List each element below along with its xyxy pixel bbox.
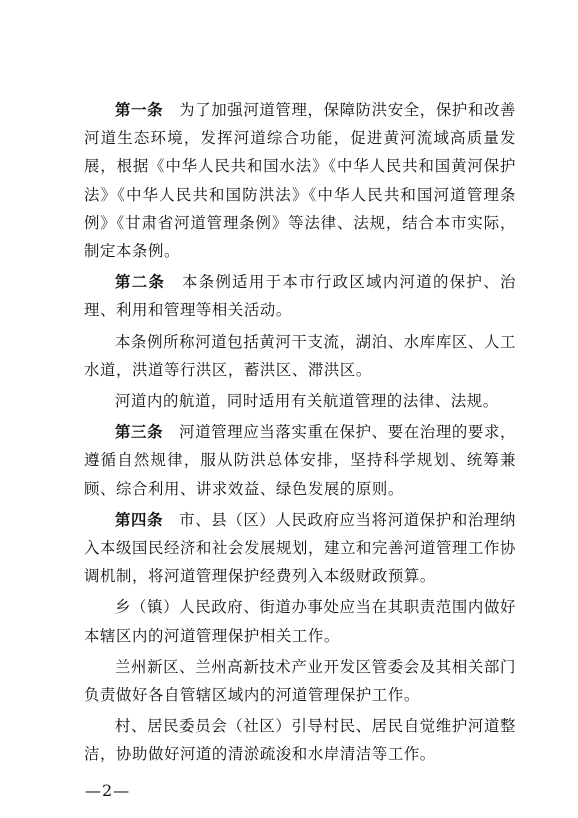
paragraph-township bbox=[84, 593, 516, 649]
paragraph-article-2 bbox=[84, 268, 516, 324]
article-label: 第四条 bbox=[115, 510, 164, 529]
paragraph-village-committee bbox=[84, 712, 516, 768]
article-label: 第三条 bbox=[115, 423, 164, 442]
page-number: —2— bbox=[85, 781, 131, 800]
paragraph-text: 乡（镇）人民政府、街道办事处应当在其职责范围内做好本辖区内的河道管理保护相关工作。 bbox=[84, 598, 516, 645]
paragraph-text: 市、县（区）人民政府应当将河道保护和治理纳入本级国民经济和社会发展规划，建立和完善河道管理工作协调机制，将河道管理保护经费列入本级财政预算。 bbox=[84, 510, 516, 586]
paragraph-text: 兰州新区、兰州高新技术产业开发区管委会及其相关部门负责做好各自管辖区域内的河道管理保护工作。 bbox=[84, 657, 516, 705]
paragraph-river-definition bbox=[84, 328, 516, 384]
paragraph-article-4 bbox=[84, 506, 516, 591]
paragraph-text: 村、居民委员会（社区）引导村民、居民自觉维护河道整洁，协助做好河道的清淤疏浚和水岸清洁等工作。 bbox=[84, 717, 516, 764]
article-label: 第二条 bbox=[115, 273, 166, 292]
paragraph-new-district bbox=[84, 653, 516, 709]
paragraph-article-1 bbox=[84, 96, 516, 265]
paragraph-text: 河道内的航道，同时适用有关航道管理的法律、法规。 bbox=[115, 392, 499, 411]
paragraph-text: 为了加强河道管理，保障防洪安全，保护和改善河道生态环境，发挥河道综合功能，促进黄河流域高质量发展，根据《中华人民共和国水法》《中华人民共和国黄河保护法》《中华人民共和国防洪法》《中华人民共和国河道管理条例》《甘肃省河道管理条例》等法律、法规，结合本市实际，制定本条例。 bbox=[84, 101, 516, 261]
paragraph-text: 河道管理应当落实重在保护、要在治理的要求，遵循自然规律，服从防洪总体安排，坚持科学规划、统筹兼顾、综合利用、讲求效益、绿色发展的原则。 bbox=[84, 423, 516, 498]
paragraph-text: 本条例所称河道包括黄河干支流，湖泊、水库库区、人工水道，洪道等行洪区，蓄洪区、滞洪区。 bbox=[84, 332, 516, 379]
paragraph-article-3 bbox=[84, 418, 516, 503]
paragraph-waterway bbox=[84, 387, 516, 415]
article-label: 第一条 bbox=[115, 101, 164, 119]
document-body bbox=[84, 96, 516, 772]
paragraph-text: 本条例适用于本市行政区域内河道的保护、治理、利用和管理等相关活动。 bbox=[84, 273, 516, 320]
